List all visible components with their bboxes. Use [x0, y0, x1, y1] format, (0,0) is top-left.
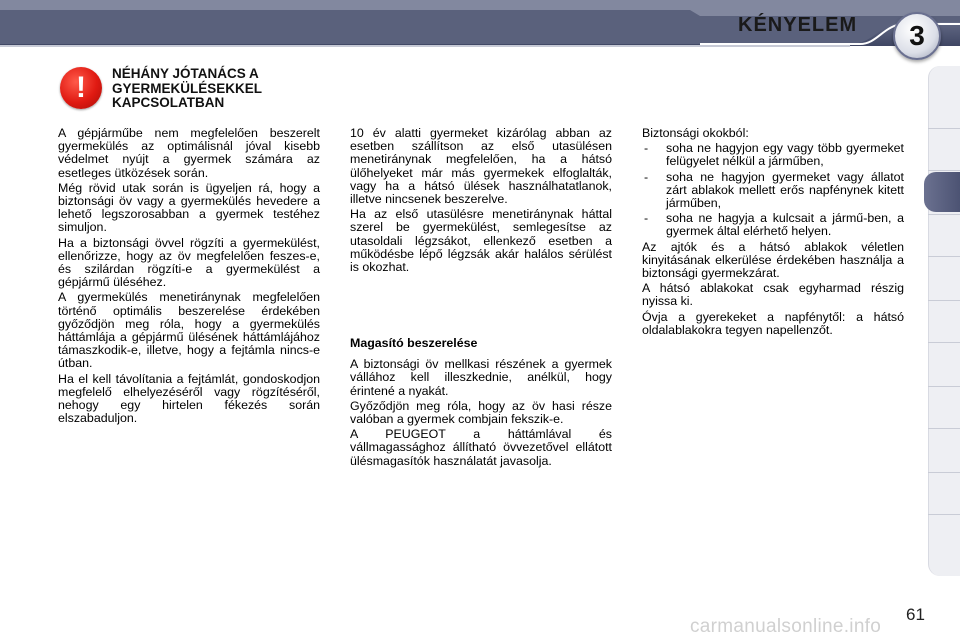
text-column-2-booster: [350, 337, 612, 470]
tab-divider: [928, 128, 960, 129]
watermark: carmanualsonline.info: [690, 616, 882, 637]
tab-divider: [928, 170, 960, 171]
chapter-tab-strip: [928, 66, 960, 576]
paragraph: Óvja a gyerekeket a napfénytől: a hátsó oldalablakokra tegyen napellenzőt.: [642, 309, 904, 337]
chapter-number-badge: 3: [893, 12, 941, 60]
list-item: [642, 171, 904, 211]
chapter-title: KÉNYELEM: [738, 14, 858, 36]
dash-bullet: -: [644, 169, 649, 184]
section-title: [112, 67, 322, 111]
paragraph: A PEUGEOT a háttámlával és vállmagassághoz állítható övvezetővel ellátott ülésmagasítók használatát javasolja.: [350, 427, 612, 468]
section-title-line: KAPCSOLATBAN: [112, 95, 225, 110]
tab-divider: [928, 300, 960, 301]
section-title-line: NÉHÁNY JÓTANÁCS A: [112, 66, 259, 81]
list-item-text: soha ne hagyjon egy vagy több gyermeket felügyelet nélkül a járműben,: [666, 141, 904, 169]
dash-bullet: -: [644, 211, 649, 226]
paragraph: A hátsó ablakokat csak egyharmad részig nyissa ki.: [642, 281, 904, 309]
paragraph: Még rövid utak során is ügyeljen rá, hogy a biztonsági öv vagy a gyermekülés hevedere a lehető legszorosabban a gyermek testéhez simuljon.: [58, 180, 320, 235]
tab-divider: [928, 428, 960, 429]
subheading: Magasító beszerelése: [350, 336, 478, 350]
paragraph: A gépjárműbe nem megfelelően beszerelt gyermekülés az optimálisnál jóval kisebb védelmet nyújt a gyermek számára az esetleges ütközések során.: [58, 126, 320, 180]
paragraph: Ha az első utasülésre menetiránynak háttal szerel be gyermekülést, semlegesítse az utasoldali légzsákot, ellenkező esetben a működésbe lépő légzsák akár halálos sérülést is okozhat.: [350, 207, 612, 275]
paragraph: Ha a biztonsági övvel rögzíti a gyermekülést, ellenőrizze, hogy az öv megfelelően feszes-e, és szilárdan rögzíti-e a gyermekülést a gépjármű üléséhez.: [58, 235, 320, 290]
paragraph: Az ajtók és a hátsó ablakok véletlen kinyitásának elkerülése érdekében használja a biztonsági gyermekzárat.: [642, 239, 904, 281]
tab-divider: [928, 214, 960, 215]
list-item-text: soha ne hagyja a kulcsait a jármű-ben, a gyermek által elérhető helyen.: [666, 211, 904, 239]
paragraph: A gyermekülés menetiránynak megfelelően történő optimális beszerelése érdekében győződjön meg róla, hogy a gyermekülés háttámlája a gépjármű ülésének háttámlájához támaszkodik-e, illetve, hogy a fejtámla nincs-e útban.: [58, 290, 320, 371]
paragraph: A biztonsági öv mellkasi részének a gyermek vállához kell illeszkednie, anélkül, hogy érintené a nyakát.: [350, 357, 612, 398]
section-title-line: GYERMEKÜLÉSEKKEL: [112, 80, 263, 96]
text-column-1: [58, 127, 320, 427]
exclamation-icon: !: [60, 67, 102, 109]
tab-divider: [928, 342, 960, 343]
tab-divider: [928, 386, 960, 387]
paragraph: Győződjön meg róla, hogy az öv hasi része valóban a gyermek combjain fekszik-e.: [350, 398, 612, 427]
tab-divider: [928, 472, 960, 473]
chapter-tab-active[interactable]: [924, 172, 960, 212]
paragraph: 10 év alatti gyermeket kizárólag abban az esetben szállítson az első utasülésen menetiránynak megfelelően, ha a hátsó ülőhelyeket már más gyermekek elfoglalták, vagy ha a hátsó ülések használhatatlanok, illetve nincsenek beszerelve.: [350, 126, 612, 207]
dash-bullet: -: [644, 141, 649, 156]
tab-divider: [928, 514, 960, 515]
page-number: 61: [906, 605, 925, 624]
text-column-3: [642, 127, 904, 339]
tab-divider: [928, 256, 960, 257]
list-item-text: soha ne hagyjon gyermeket vagy állatot zárt ablakok mellett erős napfénynek kitett járműben,: [666, 169, 904, 211]
text-column-2: [350, 127, 612, 276]
list-item: [642, 142, 904, 168]
paragraph: Ha el kell távolítania a fejtámlát, gondoskodjon megfelelő elhelyezéséről vagy rögzítéséről, nehogy egy hirtelen fékezés során elszabaduljon.: [58, 371, 320, 426]
list-item: [642, 212, 904, 238]
paragraph: Biztonsági okokból:: [642, 126, 749, 140]
